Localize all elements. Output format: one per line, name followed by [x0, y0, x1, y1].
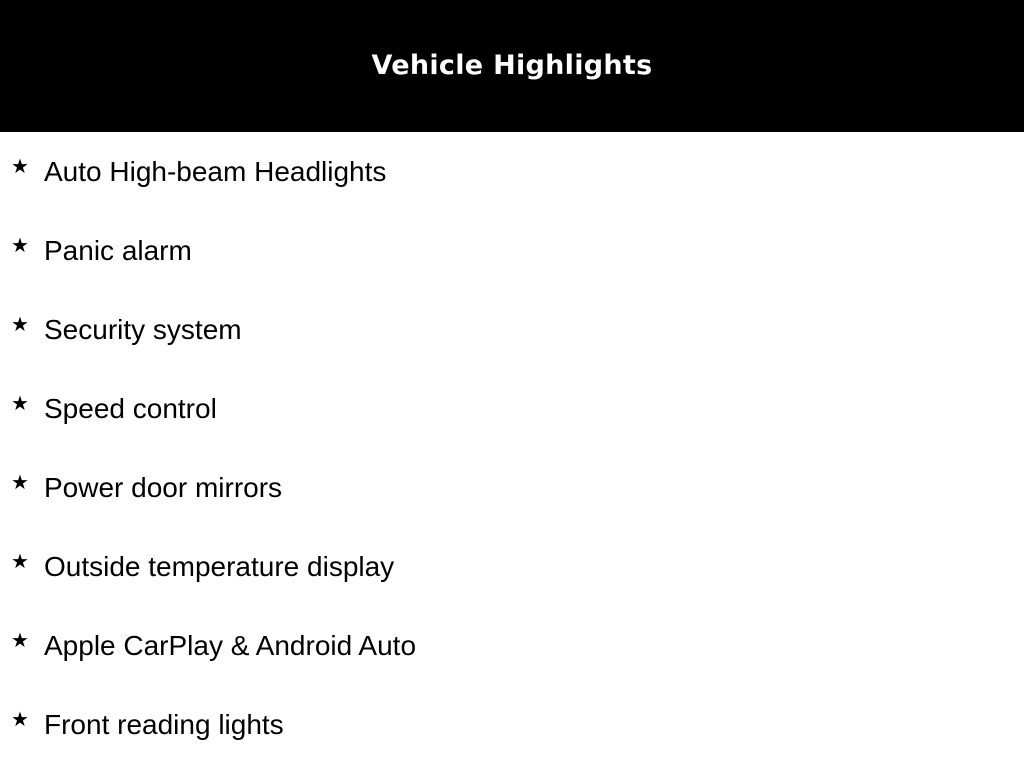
highlights-list: [0, 132, 1024, 764]
star-icon: ★: [11, 549, 29, 573]
list-item: [0, 211, 1024, 290]
star-icon: ★: [11, 628, 29, 652]
header-bar: [0, 0, 1024, 132]
list-item: [0, 606, 1024, 685]
list-item-label: Auto High-beam Headlights: [44, 156, 387, 187]
list-item-label: Speed control: [44, 393, 217, 424]
list-item: [0, 290, 1024, 369]
star-icon: ★: [11, 233, 29, 257]
list-item-label: Outside temperature display: [44, 551, 395, 582]
star-icon: ★: [11, 707, 29, 731]
list-item: [0, 685, 1024, 764]
list-item: [0, 527, 1024, 606]
list-item-label: Power door mirrors: [44, 472, 283, 503]
star-icon: ★: [11, 391, 29, 415]
page-title: Vehicle Highlights: [371, 49, 653, 81]
star-icon: ★: [11, 312, 29, 336]
list-item-label: Apple CarPlay & Android Auto: [44, 630, 417, 661]
star-icon: ★: [11, 470, 29, 494]
list-item: [0, 448, 1024, 527]
list-item-label: Panic alarm: [44, 235, 192, 266]
star-icon: ★: [11, 154, 29, 178]
list-item: [0, 132, 1024, 211]
list-item: [0, 369, 1024, 448]
list-item-label: Security system: [44, 314, 242, 345]
list-item-label: Front reading lights: [44, 709, 284, 740]
